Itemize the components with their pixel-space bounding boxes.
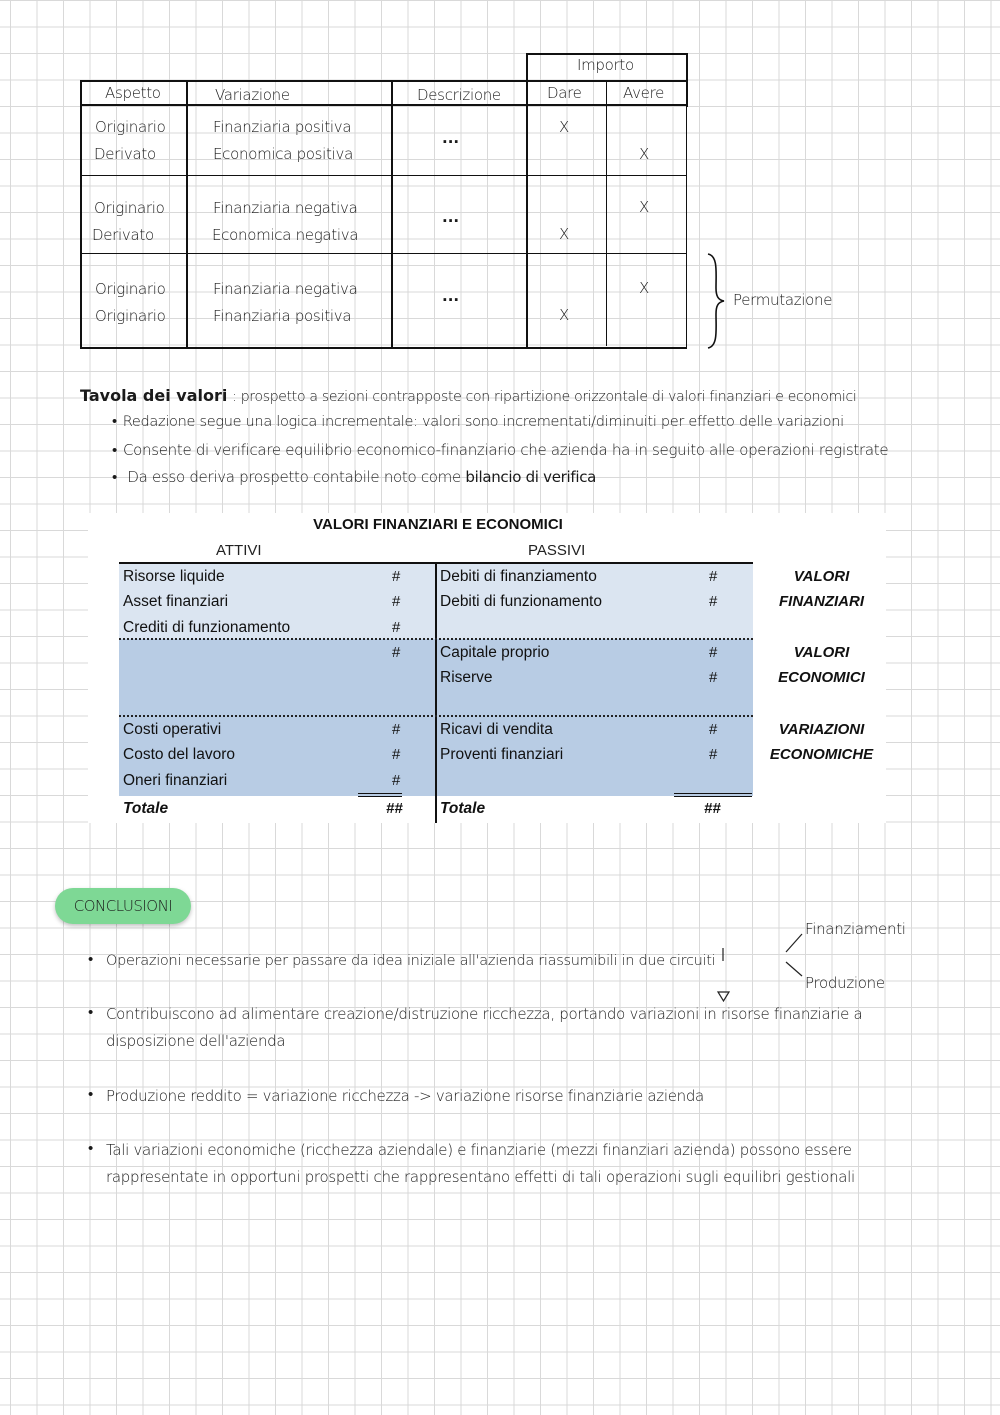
g1-dare-1: X	[559, 118, 569, 136]
header-descrizione: Descrizione	[417, 86, 501, 104]
valori-left-row: Risorse liquide	[123, 568, 225, 585]
valori-left-hash: #	[392, 772, 401, 789]
valori-right-hash: #	[709, 669, 718, 686]
conclusioni-badge: CONCLUSIONI	[55, 888, 191, 924]
down-arrow-icon	[716, 948, 732, 1006]
side-label: VALORI	[793, 644, 850, 661]
valori-right-hash: #	[709, 593, 718, 610]
totale-right-value: ##	[704, 800, 721, 817]
valori-right-row: Ricavi di vendita	[440, 721, 553, 738]
valori-left-hash: #	[392, 644, 401, 661]
valori-left-hash: #	[392, 619, 401, 636]
header-aspetto: Aspetto	[105, 84, 161, 102]
g2-aspetto-1: Originario	[94, 199, 165, 217]
valori-right-row: Riserve	[440, 669, 493, 686]
g2-variazione-1: Finanziaria negativa	[213, 199, 358, 217]
tavola-section	[80, 386, 980, 486]
totale-right-label: Totale	[440, 800, 486, 817]
valori-right-row: Proventi finanziari	[440, 746, 564, 763]
valori-left-row: Costo del lavoro	[123, 746, 236, 763]
importo-header: Importo	[577, 56, 634, 74]
tavola-title: Tavola dei valori	[80, 386, 228, 405]
g2-descrizione: ...	[442, 208, 460, 226]
side-label: ECONOMICI	[778, 669, 865, 686]
valori-title: VALORI FINANZIARI E ECONOMICI	[313, 516, 563, 533]
tavola-bullet: • Redazione segue una logica incrementale: valori sono incrementati/diminuiti per effetto delle variazioni	[112, 414, 844, 430]
g3-descrizione: ...	[442, 287, 460, 305]
conclusioni-bullet-text: Operazioni necessarie per passare da idea iniziale all'azienda riassumibili in due circuiti	[106, 953, 716, 969]
g1-aspetto-2: Derivato	[94, 145, 156, 163]
valori-right-row: Capitale proprio	[440, 644, 550, 661]
g3-variazione-1: Finanziaria negativa	[213, 280, 358, 298]
valori-left-hash: #	[392, 721, 401, 738]
valori-left-row: Oneri finanziari	[123, 772, 228, 789]
conclusioni-bullet: • Tali variazioni economiche (ricchezza aziendale) e finanziarie (mezzi finanziari azienda) possono essere rappresentate in opportuni prospetti che rappresentano effetti di tali operazioni sugli equilibri gestionali	[88, 1137, 908, 1191]
conclusioni-bullet: • Produzione reddito = variazione ricchezza -> variazione risorse finanziarie azienda	[88, 1083, 908, 1110]
tavola-bullet: • Consente di verificare equilibrio economico-finanziario che azienda ha in seguito alle operazioni registrate	[112, 441, 888, 459]
conclusioni-bullet: • Contribuiscono ad alimentare creazione/distruzione ricchezza, portando variazioni in risorse finanziarie a disposizione dell'azienda	[88, 1001, 908, 1055]
g1-descrizione: ...	[442, 129, 460, 147]
circuit-produzione: Produzione	[805, 974, 885, 992]
valori-left-row: Asset finanziari	[123, 593, 229, 610]
valori-left-hash: #	[392, 593, 401, 610]
g2-dare-2: X	[559, 225, 569, 243]
valori-left-row: Costi operativi	[123, 721, 222, 738]
journal-table	[80, 53, 688, 349]
valori-table	[88, 513, 886, 823]
passivi-header: PASSIVI	[528, 542, 586, 559]
g2-aspetto-2: Derivato	[92, 226, 154, 244]
side-label: VALORI	[793, 568, 850, 585]
side-label: FINANZIARI	[779, 593, 864, 610]
g1-aspetto-1: Originario	[95, 118, 166, 136]
tavola-bullet	[112, 468, 596, 486]
g2-variazione-2: Economica negativa	[212, 226, 359, 244]
permutazione-label: Permutazione	[733, 291, 833, 309]
valori-left-hash: #	[392, 568, 401, 585]
conclusioni-bullet-text: Contribuiscono ad alimentare creazione/distruzione ricchezza, portando variazioni in risorse finanziarie a disposizione dell'azienda	[106, 1005, 863, 1050]
g3-aspetto-1: Originario	[95, 280, 166, 298]
g3-dare-2: X	[559, 306, 569, 324]
attivi-header: ATTIVI	[216, 542, 262, 559]
g1-avere-2: X	[639, 145, 649, 163]
valori-right-row: Debiti di funzionamento	[440, 593, 602, 610]
circuit-finanziamenti: Finanziamenti	[805, 920, 906, 938]
totale-left-value: ##	[386, 800, 403, 817]
conclusioni-bullet-text: Produzione reddito = variazione ricchezza -> variazione risorse finanziarie azienda	[106, 1087, 704, 1105]
g1-variazione-2: Economica positiva	[213, 145, 353, 163]
header-avere: Avere	[623, 84, 665, 102]
header-variazione: Variazione	[215, 86, 290, 104]
tavola-definition: : prospetto a sezioni contrapposte con ripartizione orizzontale di valori finanziari e economici	[232, 389, 857, 405]
g3-variazione-2: Finanziaria positiva	[213, 307, 352, 325]
valori-right-hash: #	[709, 644, 718, 661]
tavola-bullet3-text: Da esso deriva prospetto contabile noto come	[127, 468, 461, 486]
g3-aspetto-2: Originario	[95, 307, 166, 325]
conclusioni-bullet: • Operazioni necessarie per passare da idea iniziale all'azienda riassumibili in due circuiti	[88, 948, 908, 975]
valori-right-hash: #	[709, 746, 718, 763]
valori-right-hash: #	[709, 721, 718, 738]
valori-right-hash: #	[709, 568, 718, 585]
conclusioni-bullet-text: Tali variazioni economiche (ricchezza aziendale) e finanziarie (mezzi finanziari azienda) possono essere rappresentate in opportuni prospetti che rappresentano effetti di tali operazioni sugli equilibri gestionali	[106, 1141, 855, 1186]
g3-avere-1: X	[639, 279, 649, 297]
totale-left-label: Totale	[123, 800, 169, 817]
g2-avere-1: X	[639, 198, 649, 216]
side-label: ECONOMICHE	[769, 746, 874, 763]
brace-icon	[704, 252, 728, 350]
valori-right-row: Debiti di finanziamento	[440, 568, 597, 585]
valori-left-row: Crediti di funzionamento	[123, 619, 291, 636]
header-dare: Dare	[547, 84, 582, 102]
g1-variazione-1: Finanziaria positiva	[213, 118, 352, 136]
side-label: VARIAZIONI	[778, 721, 865, 738]
bilancio-di-verifica: bilancio di verifica	[465, 468, 597, 486]
valori-left-hash: #	[392, 746, 401, 763]
